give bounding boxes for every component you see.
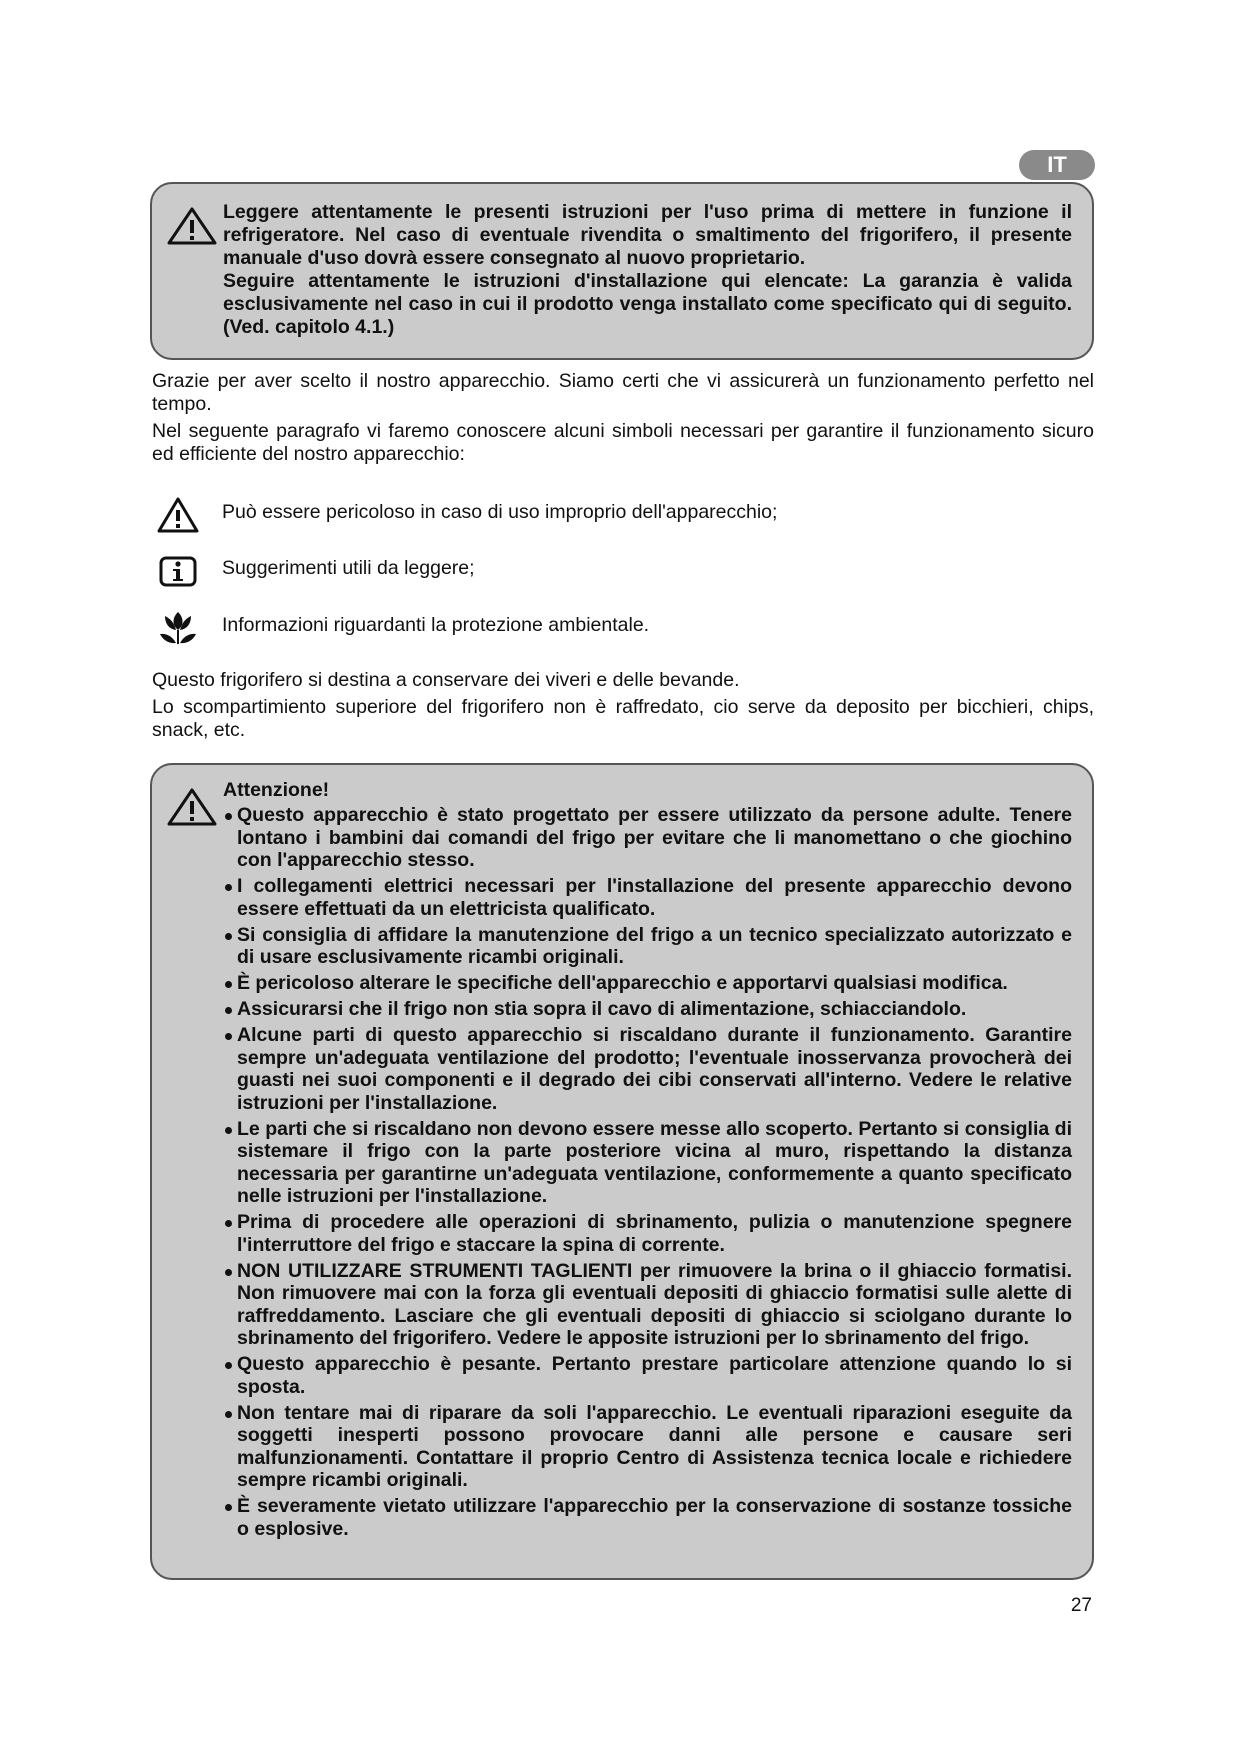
attention-title: Attenzione! <box>223 779 330 801</box>
attention-item: Prima di procedere alle operazioni di sbrinamento, pulizia o manutenzione spegnere l'interruttore del frigo e staccare la spina di corrente. <box>223 1211 1072 1256</box>
attention-item: Si consiglia di affidare la manutenzione del frigo a un tecnico specializzato autorizzato e di usare esclusivamente ricambi originali. <box>223 924 1072 969</box>
attention-item: È pericoloso alterare le specifiche dell'apparecchio e apportarvi qualsiasi modifica. <box>223 972 1072 995</box>
top-warning-paragraph-1: Leggere attentamente le presenti istruzioni per l'uso prima di mettere in funzione il refrigeratore. Nel caso di eventuale rivendita o smaltimento del frigorifero, il presente manuale d'uso dovrà essere consegnato al nuovo proprietario. <box>223 201 1072 269</box>
top-warning-paragraph-2: Seguire attentamente le istruzioni d'installazione qui elencate: La garanzia è valida esclusivamente nel caso in cui il prodotto venga installato come specificato qui di seguito. (Ved. capitolo 4.1.) <box>223 270 1072 338</box>
intro-paragraph-1: Grazie per aver scelto il nostro apparecchio. Siamo certi che vi assicurerà un funzionamento perfetto nel tempo. <box>152 370 1094 415</box>
attention-list <box>223 804 1072 1540</box>
language-badge: IT <box>1019 150 1095 180</box>
attention-item: Non tentare mai di riparare da soli l'apparecchio. Le eventuali riparazioni eseguite da soggetti inesperti possono provocare danni alle persone e causare seri malfunzionamenti. Contattare il proprio Centro di Assistenza tecnica locale e richiedere sempre ricambi originali. <box>223 1402 1072 1492</box>
warning-triangle-icon <box>166 206 218 246</box>
symbol-environment-text: Informazioni riguardanti la protezione ambientale. <box>222 614 650 636</box>
attention-item: Questo apparecchio è stato progettato per essere utilizzato da persone adulte. Tenere lontano i bambini dai comandi del frigo per evitare che li manomettano o che giochino con l'apparecchio stesso. <box>223 804 1072 872</box>
usage-paragraph-2: Lo scompartimiento superiore del frigorifero non è raffredato, cio serve da deposito per bicchieri, chips, snack, etc. <box>152 696 1094 741</box>
attention-item: Le parti che si riscaldano non devono essere messe allo scoperto. Pertanto si consiglia di sistemare il frigo con la parte posteriore vicina al muro, rispettando la distanza necessaria per garantirne un'adeguata ventilazione, conformemente a quanto specificato nelle istruzioni per l'installazione. <box>223 1118 1072 1208</box>
top-warning-text <box>223 201 1072 339</box>
top-warning-box <box>150 182 1094 360</box>
page-number: 27 <box>1070 1595 1092 1616</box>
attention-item: NON UTILIZZARE STRUMENTI TAGLIENTI per rimuovere la brina o il ghiaccio formatisi. Non rimuovere mai con la forza gli eventuali depositi di ghiaccio formatisi sulle alette di raffreddamento. Lasciare che gli eventuali depositi di ghiaccio si sciolgano durante lo sbrinamento del frigorifero. Vedere le apposite istruzioni per lo sbrinamento del frigo. <box>223 1260 1072 1350</box>
attention-box <box>150 763 1094 1580</box>
usage-text <box>152 669 1094 746</box>
symbol-danger-text: Può essere pericoloso in caso di uso improprio dell'apparecchio; <box>222 501 778 523</box>
symbol-row-danger <box>152 495 1092 539</box>
attention-item: Alcune parti di questo apparecchio si riscaldano durante il funzionamento. Garantire sempre un'adeguata ventilazione del prodotto; l'eventuale inosservanza provocherà dei guasti nei suoi componenti e il degrado dei cibi conservati all'interno. Vedere le relative istruzioni per l'installazione. <box>223 1024 1072 1114</box>
warning-triangle-icon <box>156 495 200 535</box>
attention-item: I collegamenti elettrici necessari per l'installazione del presente apparecchio devono essere effettuati da un elettricista qualificato. <box>223 875 1072 920</box>
symbol-row-info <box>152 551 1092 595</box>
symbol-row-environment <box>152 608 1092 652</box>
attention-item: Questo apparecchio è pesante. Pertanto prestare particolare attenzione quando lo si sposta. <box>223 1353 1072 1398</box>
usage-paragraph-1: Questo frigorifero si destina a conservare dei viveri e delle bevande. <box>152 669 740 691</box>
warning-triangle-icon <box>166 787 218 827</box>
attention-item: Assicurarsi che il frigo non stia sopra il cavo di alimentazione, schiacciandolo. <box>223 998 1072 1021</box>
flower-icon <box>156 608 200 648</box>
intro-paragraph-2: Nel seguente paragrafo vi faremo conoscere alcuni simboli necessari per garantire il funzionamento sicuro ed efficiente del nostro apparecchio: <box>152 420 1094 465</box>
info-icon <box>156 551 200 591</box>
attention-content <box>223 779 1072 1544</box>
symbol-info-text: Suggerimenti utili da leggere; <box>222 557 475 579</box>
attention-item: È severamente vietato utilizzare l'apparecchio per la conservazione di sostanze tossiche o esplosive. <box>223 1495 1072 1540</box>
intro-text <box>152 370 1094 470</box>
